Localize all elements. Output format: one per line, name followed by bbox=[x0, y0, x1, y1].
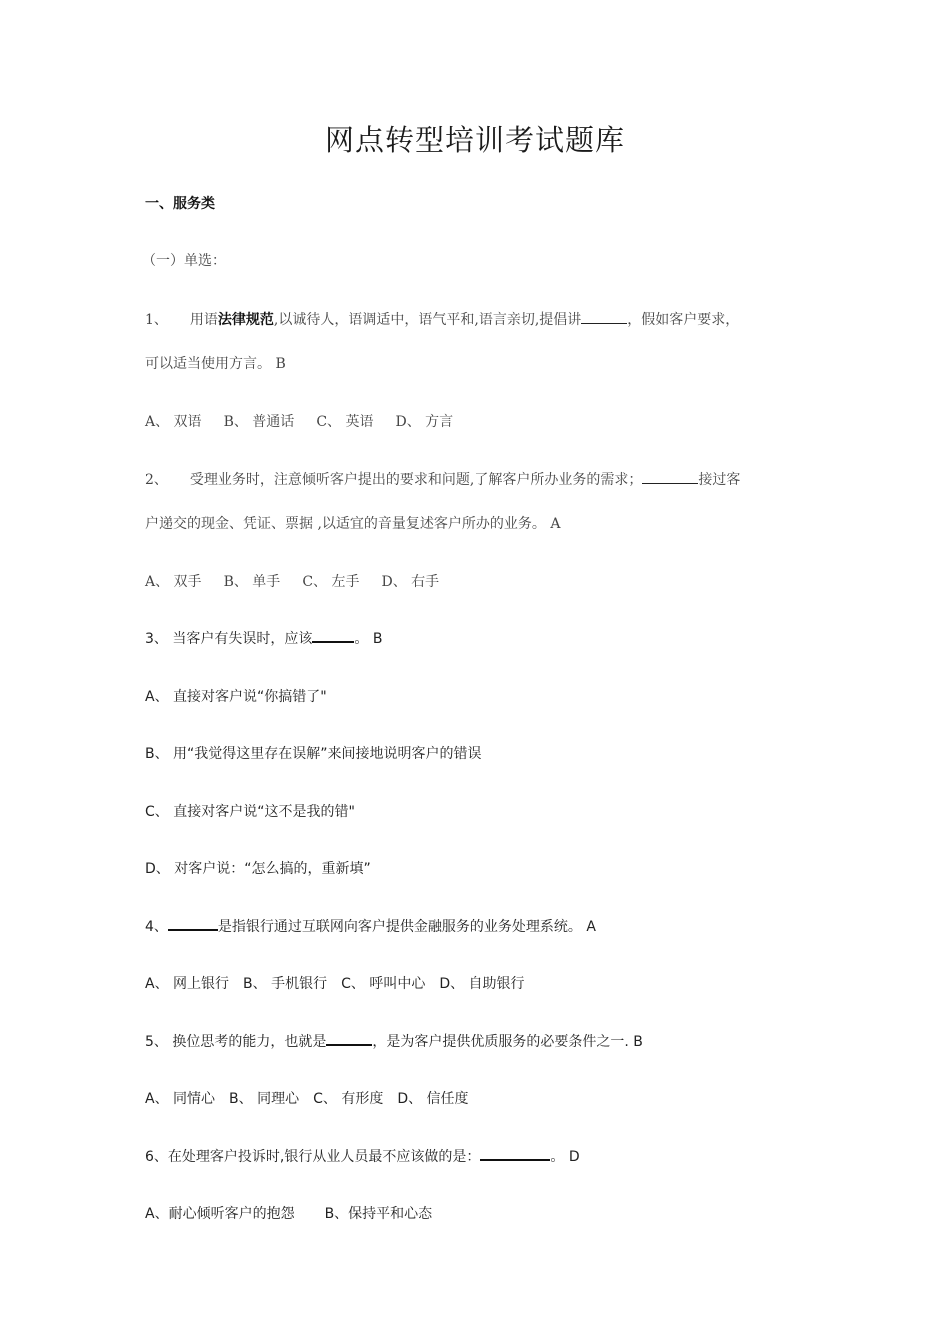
question-3-option-b: B、 用“我觉得这里存在误解”来间接地说明客户的错误 bbox=[145, 746, 482, 762]
answer-blank bbox=[581, 311, 627, 324]
question-text: 是指银行通过互联网向客户提供金融服务的业务处理系统。 A bbox=[217, 919, 596, 935]
option-a: A、 同情心 bbox=[145, 1091, 216, 1107]
option-b: B、 单手 bbox=[223, 574, 281, 590]
question-1-options bbox=[145, 411, 475, 431]
option-d: D、 右手 bbox=[381, 574, 440, 590]
answer-blank bbox=[168, 917, 218, 931]
question-5 bbox=[145, 1031, 643, 1051]
question-number: 4、 bbox=[145, 919, 168, 935]
answer-blank bbox=[326, 1032, 372, 1046]
option-d: D、 自助银行 bbox=[439, 976, 525, 992]
question-text: 接过客 bbox=[698, 472, 741, 488]
question-text: 在处理客户投诉时,银行从业人员最不应该做的是： bbox=[167, 1149, 481, 1165]
question-1-line-1 bbox=[145, 309, 739, 329]
question-3 bbox=[145, 628, 382, 648]
answer-blank bbox=[480, 1147, 550, 1161]
document-title: 网点转型培训考试题库 bbox=[324, 123, 625, 157]
answer-blank bbox=[312, 629, 354, 643]
subsection-heading: （一）单选： bbox=[142, 253, 226, 269]
question-number: 5、 bbox=[145, 1034, 168, 1050]
question-6-options bbox=[145, 1203, 454, 1223]
question-text: 换位思考的能力，也就是 bbox=[172, 1034, 327, 1050]
option-b: B、保持平和心态 bbox=[324, 1206, 433, 1222]
question-1-line-2: 可以适当使用方言。 B bbox=[145, 356, 286, 372]
question-text: ,以诚待人，语调适中，语气平和,语言亲切,提倡讲 bbox=[273, 312, 582, 328]
question-2-options bbox=[145, 571, 461, 591]
question-text: 受理业务时，注意倾听客户提出的要求和问题,了解客户所办业务的需求； bbox=[189, 472, 643, 488]
option-a: A、 双语 bbox=[145, 414, 202, 430]
option-b: B、 手机银行 bbox=[243, 976, 328, 992]
answer-blank bbox=[642, 471, 698, 484]
question-text: ，是为客户提供优质服务的必要条件之一. B bbox=[372, 1034, 643, 1050]
question-number: 2、 bbox=[145, 472, 168, 488]
question-text: 。 D bbox=[550, 1149, 580, 1165]
question-text-emphasis: 法律规范 bbox=[217, 312, 274, 328]
question-4 bbox=[145, 916, 596, 936]
option-c: C、 英语 bbox=[316, 414, 374, 430]
option-c: C、 左手 bbox=[302, 574, 360, 590]
option-b: B、 普通话 bbox=[223, 414, 295, 430]
option-d: D、 信任度 bbox=[397, 1091, 469, 1107]
question-number: 6、 bbox=[145, 1149, 168, 1165]
question-text: 当客户有失误时，应该 bbox=[172, 631, 313, 647]
question-5-options bbox=[145, 1088, 491, 1108]
option-a: A、 双手 bbox=[145, 574, 202, 590]
option-a: A、 网上银行 bbox=[145, 976, 230, 992]
option-a: A、耐心倾听客户的抱怨 bbox=[145, 1206, 295, 1222]
option-b: B、 同理心 bbox=[229, 1091, 300, 1107]
question-3-option-d: D、 对客户说：“怎么搞的，重新填” bbox=[145, 861, 371, 877]
question-3-option-a: A、 直接对客户说“你搞错了" bbox=[145, 689, 327, 705]
option-c: C、 呼叫中心 bbox=[341, 976, 426, 992]
question-text: 用语 bbox=[189, 312, 218, 328]
question-text: 。 B bbox=[354, 631, 383, 647]
question-4-options bbox=[145, 973, 547, 993]
section-heading: 一、服务类 bbox=[145, 196, 215, 212]
option-d: D、 方言 bbox=[395, 414, 454, 430]
question-number: 1、 bbox=[145, 312, 168, 328]
question-text: ，假如客户要求， bbox=[627, 312, 740, 328]
question-6 bbox=[145, 1146, 580, 1166]
question-number: 3、 bbox=[145, 631, 168, 647]
option-c: C、 有形度 bbox=[313, 1091, 384, 1107]
question-3-option-c: C、 直接对客户说“这不是我的错" bbox=[145, 804, 355, 820]
question-2-line-1 bbox=[145, 469, 740, 489]
question-2-line-2: 户递交的现金、凭证、票据 ,以适宜的音量复述客户所办的业务。 A bbox=[145, 516, 561, 532]
